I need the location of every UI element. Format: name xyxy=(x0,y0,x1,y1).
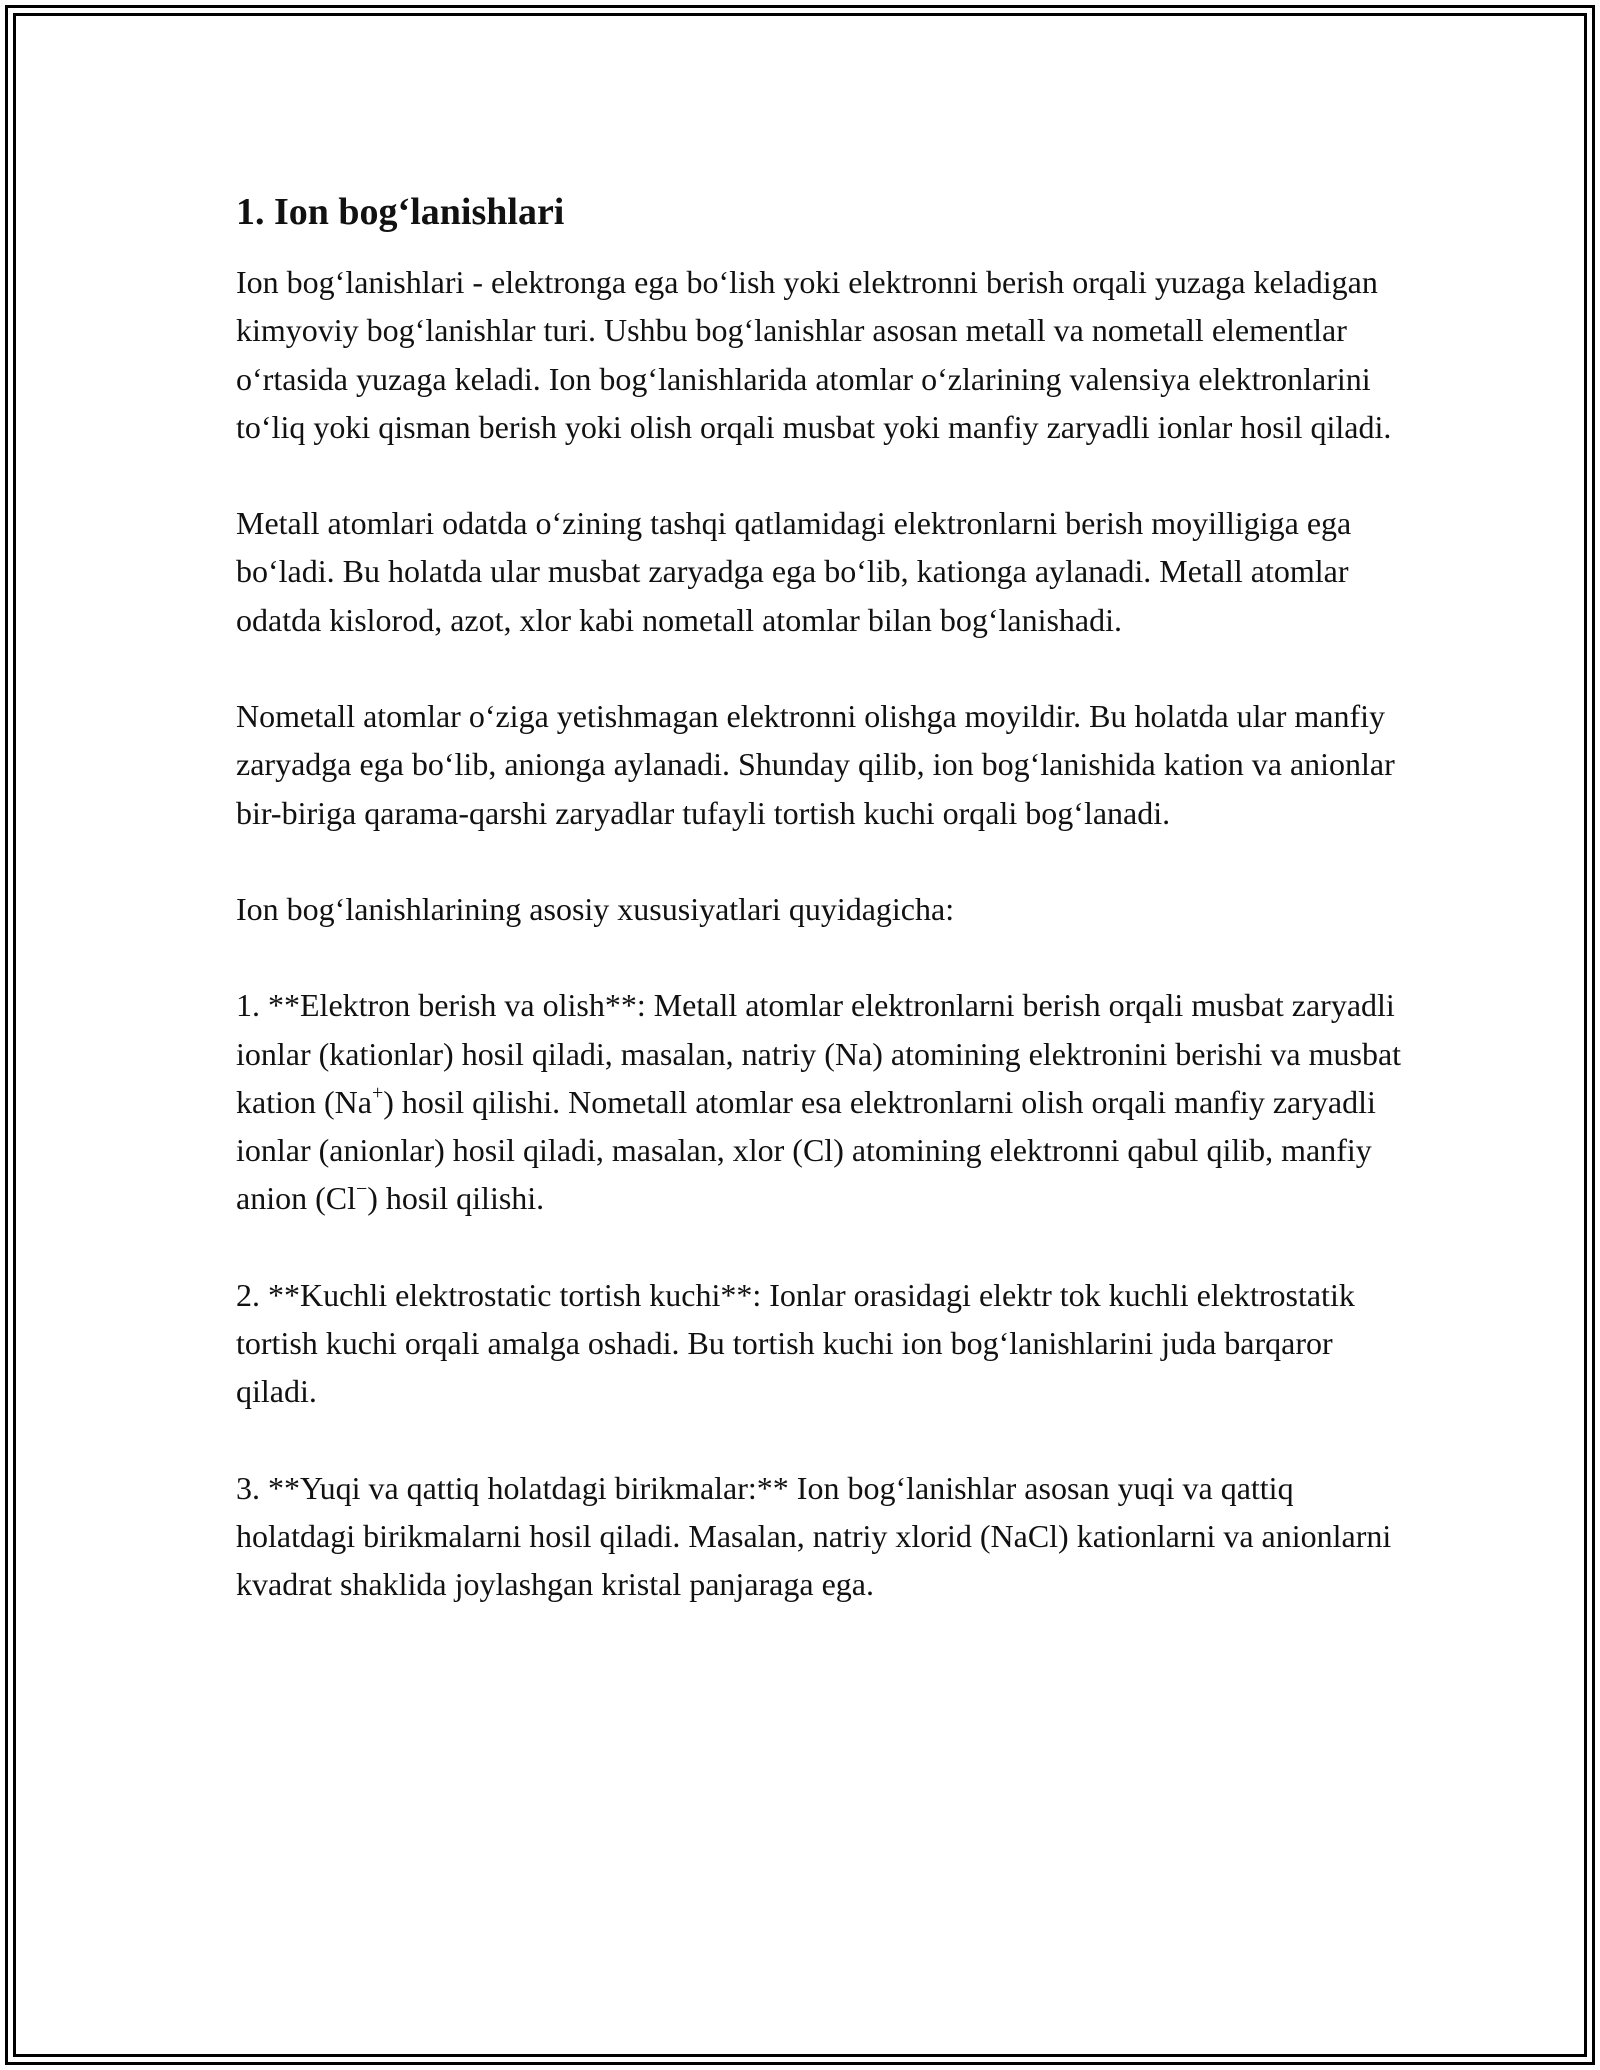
superscript-minus: − xyxy=(355,1178,368,1201)
paragraph-properties-intro: Ion bog‘lanishlarining asosiy xususiyatlari quyidagicha: xyxy=(236,890,955,927)
section-title: 1. Ion bog‘lanishlari xyxy=(236,191,565,233)
superscript-plus: + xyxy=(371,1081,384,1104)
item1-text-c: ) hosil qilishi. xyxy=(367,1180,545,1217)
list-item-solid-compounds: 3. **Yuqi va qattiq holatdagi birikmalar:** Ion bog‘lanishlar asosan yuqi va qattiq holatdagi birikmalarni hosil qiladi. Masalan, natriy xlorid (NaCl) kationlarni va anionlarni kvadrat shaklida joylashgan kristal panjaraga ega. xyxy=(236,1469,1392,1603)
paragraph-intro: Ion bog‘lanishlari - elektronga ega bo‘lish yoki elektronni berish orqali yuzaga keladigan kimyoviy bog‘lanishlar turi. Ushbu bog‘lanishlar asosan metall va nometall elementlar o‘rtasida yuzaga keladi. Ion bog‘lanishlarida atomlar o‘zlarining valensiya elektronlarini to‘liq yoki qisman berish yoki olish orqali musbat yoki manfiy zaryadli ionlar hosil qiladi. xyxy=(236,264,1392,445)
document-body xyxy=(236,186,1406,1609)
paragraph-metal-atoms: Metall atomlari odatda o‘zining tashqi qatlamidagi elektronlarni berish moyilligiga ega bo‘ladi. Bu holatda ular musbat zaryadga ega bo‘lib, kationga aylanadi. Metall atomlar odatda kislorod, azot, xlor kabi nometall atomlar bilan bog‘lanishadi. xyxy=(236,505,1352,638)
list-item-electrostatic-force: 2. **Kuchli elektrostatic tortish kuchi**: Ionlar orasidagi elektr tok kuchli elektrostatik tortish kuchi orqali amalga oshadi. Bu tortish kuchi ion bog‘lanishlarini juda barqaror qiladi. xyxy=(236,1276,1355,1410)
item1-text-b: ) hosil qilishi. Nometall atomlar esa elektronlarni olish orqali manfiy zaryadli ionlar (anionlar) hosil qiladi, masalan, xlor (Cl) atomining elektronni qabul qilib, manfiy anion (Cl xyxy=(236,1083,1376,1217)
list-item-electron-transfer xyxy=(236,981,1406,1222)
item1-text-a: 1. **Elektron berish va olish**: Metall atomlar elektronlarni berish orqali musbat zaryadli ionlar (kationlar) hosil qiladi, masalan, natriy (Na) atomining elektronini berishi va musbat kation (Na xyxy=(236,987,1402,1120)
paragraph-nonmetal-atoms: Nometall atomlar o‘ziga yetishmagan elektronni olishga moyildir. Bu holatda ular manfiy zaryadga ega bo‘lib, anionga aylanadi. Shunday qilib, ion bog‘lanishida kation va anionlar bir-biriga qarama-qarshi zaryadlar tufayli tortish kuchi orqali bog‘lanadi. xyxy=(236,698,1395,831)
